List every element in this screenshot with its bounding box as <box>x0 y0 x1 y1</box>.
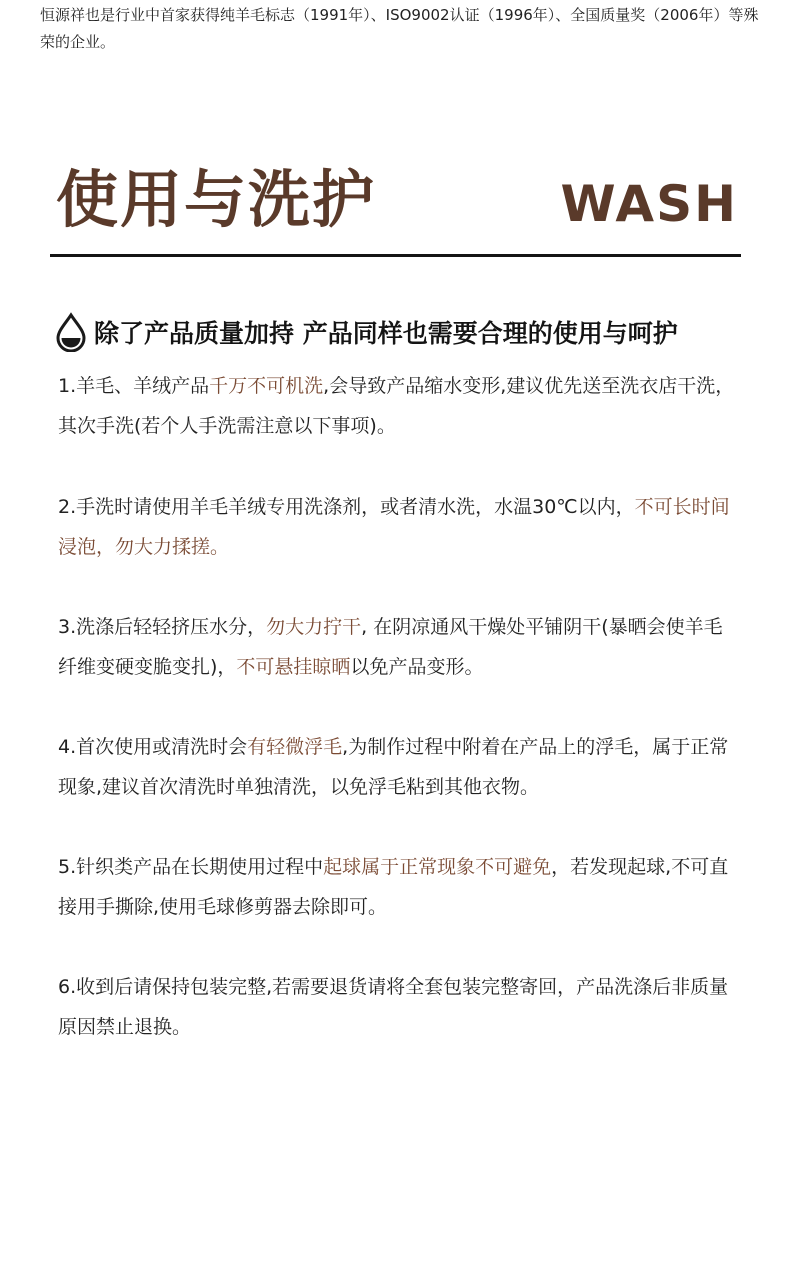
care-subheading-text: 除了产品质量加持 产品同样也需要合理的使用与呵护 <box>94 319 678 348</box>
care-item-2 <box>58 487 738 567</box>
intro-note: 恒源祥也是行业中首家获得纯羊毛标志（1991年）、ISO9002认证（1996年）、全国质量奖（2006年）等殊荣的企业。 <box>40 6 759 51</box>
page-title: 使用与洗护 <box>56 163 377 236</box>
water-drop-icon <box>54 312 88 352</box>
care-item-text: 1.羊毛、羊绒产品 <box>58 375 210 397</box>
care-item-4 <box>58 727 738 807</box>
care-item-text: , 在阴凉通风干燥处平铺阴干(暴晒会使羊毛纤维变硬变脆变扎)， <box>58 616 723 678</box>
title-divider <box>50 254 741 257</box>
care-item-text: ,会导致产品缩水变形,建议优先送至洗衣店干洗，其次手洗(若个人手洗需注意以下事项)。 <box>58 375 735 437</box>
page-title-english: WASH <box>560 175 738 233</box>
care-item-3 <box>58 607 738 687</box>
care-item-text: ,为制作过程中附着在产品上的浮毛，属于正常现象,建议首次清洗时单独清洗，以免浮毛粘到其他衣物。 <box>58 736 729 798</box>
care-item-1 <box>58 366 738 446</box>
care-item-text: ，若发现起球,不可直接用手撕除,使用毛球修剪器去除即可。 <box>58 856 729 918</box>
care-item-6 <box>58 967 738 1047</box>
care-item-text: 6.收到后请保持包装完整,若需要退货请将全套包装完整寄回，产品洗涤后非质量原因禁止退换。 <box>58 976 729 1038</box>
care-item-highlight: 不可长时间浸泡，勿大力揉搓。 <box>58 496 730 558</box>
care-item-text: 以免产品变形。 <box>350 656 484 678</box>
care-item-highlight: 起球属于正常现象不可避免 <box>323 856 552 878</box>
care-item-highlight: 不可悬挂晾晒 <box>236 656 351 678</box>
care-item-text: 3.洗涤后轻轻挤压水分， <box>58 616 267 638</box>
care-item-text: 4.首次使用或清洗时会 <box>58 736 248 758</box>
care-item-highlight: 有轻微浮毛 <box>247 736 343 758</box>
care-item-text: 2.手洗时请使用羊毛羊绒专用洗涤剂，或者清水洗，水温30℃以内， <box>58 496 635 518</box>
care-item-5 <box>58 847 738 927</box>
care-item-text: 5.针织类产品在长期使用过程中 <box>58 856 324 878</box>
care-item-highlight: 千万不可机洗 <box>209 375 324 397</box>
care-subheading <box>54 310 678 354</box>
care-item-highlight: 勿大力拧干 <box>266 616 362 638</box>
